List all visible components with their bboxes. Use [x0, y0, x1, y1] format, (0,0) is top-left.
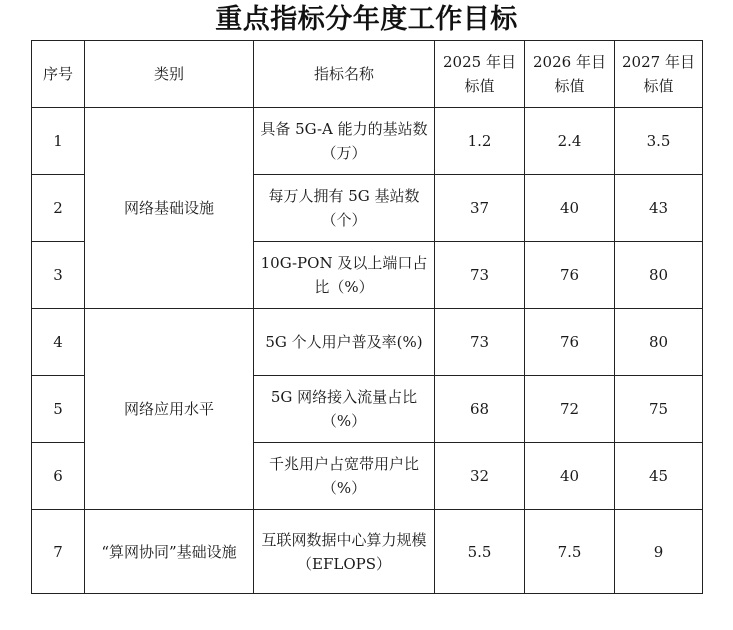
- document-title: 重点指标分年度工作目标: [215, 4, 518, 35]
- row-seq: 5: [32, 376, 85, 443]
- header-target-2025: 2025 年目标值: [435, 41, 525, 108]
- table-row: [32, 510, 703, 594]
- target-2027-value: 9: [615, 510, 703, 594]
- target-2026-value: 76: [525, 242, 615, 309]
- indicator-name: 10G-PON 及以上端口占比（%）: [254, 242, 435, 309]
- target-2026-value: 76: [525, 309, 615, 376]
- target-2027-value: 43: [615, 175, 703, 242]
- target-2025-value: 32: [435, 443, 525, 510]
- target-2025-value: 1.2: [435, 108, 525, 175]
- target-2026-value: 7.5: [525, 510, 615, 594]
- row-seq: 6: [32, 443, 85, 510]
- row-seq: 2: [32, 175, 85, 242]
- table-row: [32, 309, 703, 376]
- indicator-name: 5G 个人用户普及率(%): [254, 309, 435, 376]
- target-2027-value: 80: [615, 242, 703, 309]
- targets-table: [31, 40, 703, 594]
- table-row: [32, 108, 703, 175]
- target-2027-value: 45: [615, 443, 703, 510]
- header-target-2026: 2026 年目标值: [525, 41, 615, 108]
- category-cell: “算网协同”基础设施: [85, 510, 254, 594]
- header-seq: 序号: [32, 41, 85, 108]
- target-2025-value: 68: [435, 376, 525, 443]
- header-indicator: 指标名称: [254, 41, 435, 108]
- target-2026-value: 40: [525, 175, 615, 242]
- indicator-name: 千兆用户占宽带用户比（%）: [254, 443, 435, 510]
- header-category: 类别: [85, 41, 254, 108]
- target-2026-value: 72: [525, 376, 615, 443]
- row-seq: 3: [32, 242, 85, 309]
- table-header-row: [32, 41, 703, 108]
- indicator-name: 5G 网络接入流量占比（%）: [254, 376, 435, 443]
- category-cell: 网络基础设施: [85, 108, 254, 309]
- row-seq: 1: [32, 108, 85, 175]
- target-2025-value: 37: [435, 175, 525, 242]
- target-2025-value: 73: [435, 242, 525, 309]
- target-2026-value: 2.4: [525, 108, 615, 175]
- target-2025-value: 73: [435, 309, 525, 376]
- target-2027-value: 80: [615, 309, 703, 376]
- target-2025-value: 5.5: [435, 510, 525, 594]
- target-2027-value: 3.5: [615, 108, 703, 175]
- category-cell: 网络应用水平: [85, 309, 254, 510]
- target-2026-value: 40: [525, 443, 615, 510]
- indicator-name: 每万人拥有 5G 基站数（个）: [254, 175, 435, 242]
- header-target-2027: 2027 年目标值: [615, 41, 703, 108]
- row-seq: 7: [32, 510, 85, 594]
- indicator-name: 具备 5G-A 能力的基站数（万）: [254, 108, 435, 175]
- row-seq: 4: [32, 309, 85, 376]
- target-2027-value: 75: [615, 376, 703, 443]
- indicator-name: 互联网数据中心算力规模（EFLOPS）: [254, 510, 435, 594]
